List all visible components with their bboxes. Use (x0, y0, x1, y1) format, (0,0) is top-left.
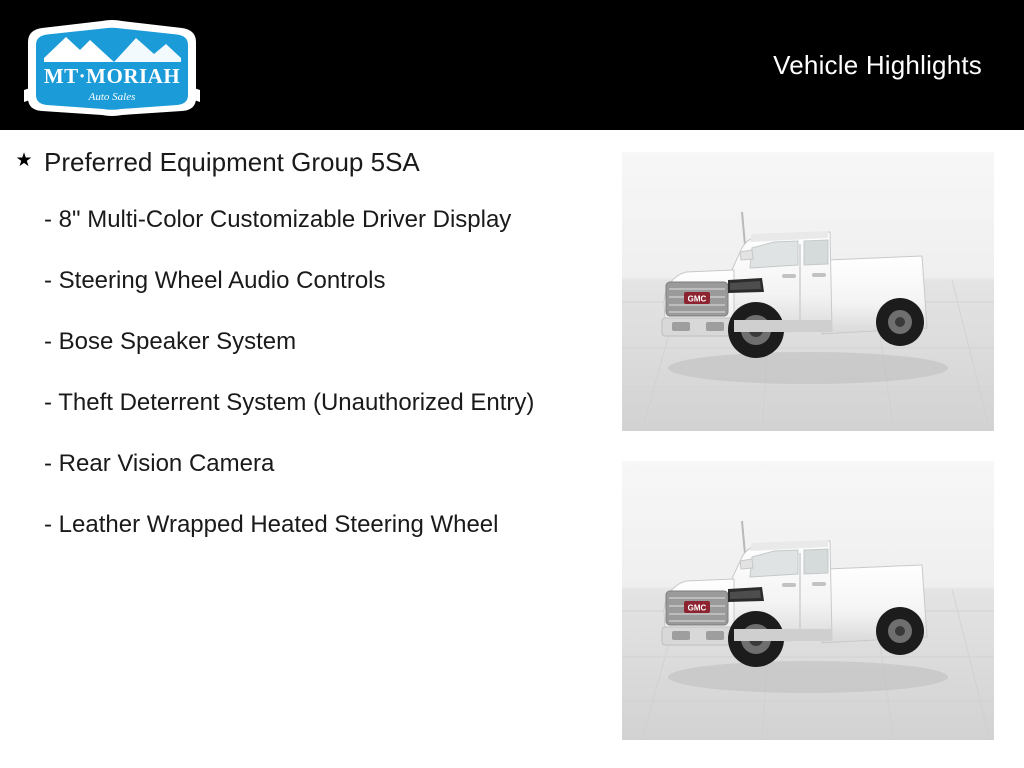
vehicle-highlights-list (14, 146, 604, 542)
vehicle-photo-front-three-quarter-2[interactable] (622, 461, 994, 740)
logo-text-primary: MT·MORIAH (43, 64, 181, 88)
star-icon: ★ (15, 150, 33, 171)
feature-group-label: Preferred Equipment Group 5SA (44, 147, 420, 177)
svg-text:GMC: GMC (687, 603, 707, 613)
list-item: - 8" Multi-Color Customizable Driver Display (44, 206, 512, 233)
list-item: - Bose Speaker System (44, 328, 297, 355)
list-item: - Theft Deterrent System (Unauthorized Entry) (44, 389, 535, 416)
mt-moriah-auto-sales-logo[interactable] (18, 12, 206, 120)
feature-group-heading (14, 146, 604, 178)
vehicle-photo-front-three-quarter-1[interactable] (622, 152, 994, 431)
list-item: - Steering Wheel Audio Controls (44, 267, 386, 294)
page-title: Vehicle Highlights (773, 50, 982, 80)
logo-text-secondary: Auto Sales (88, 91, 136, 103)
page-content (0, 130, 1024, 768)
list-item: - Rear Vision Camera (44, 450, 275, 477)
feature-sub-list (14, 202, 604, 542)
page-header (0, 0, 1024, 130)
list-item: - Leather Wrapped Heated Steering Wheel (44, 511, 499, 538)
svg-text:GMC: GMC (687, 294, 707, 304)
